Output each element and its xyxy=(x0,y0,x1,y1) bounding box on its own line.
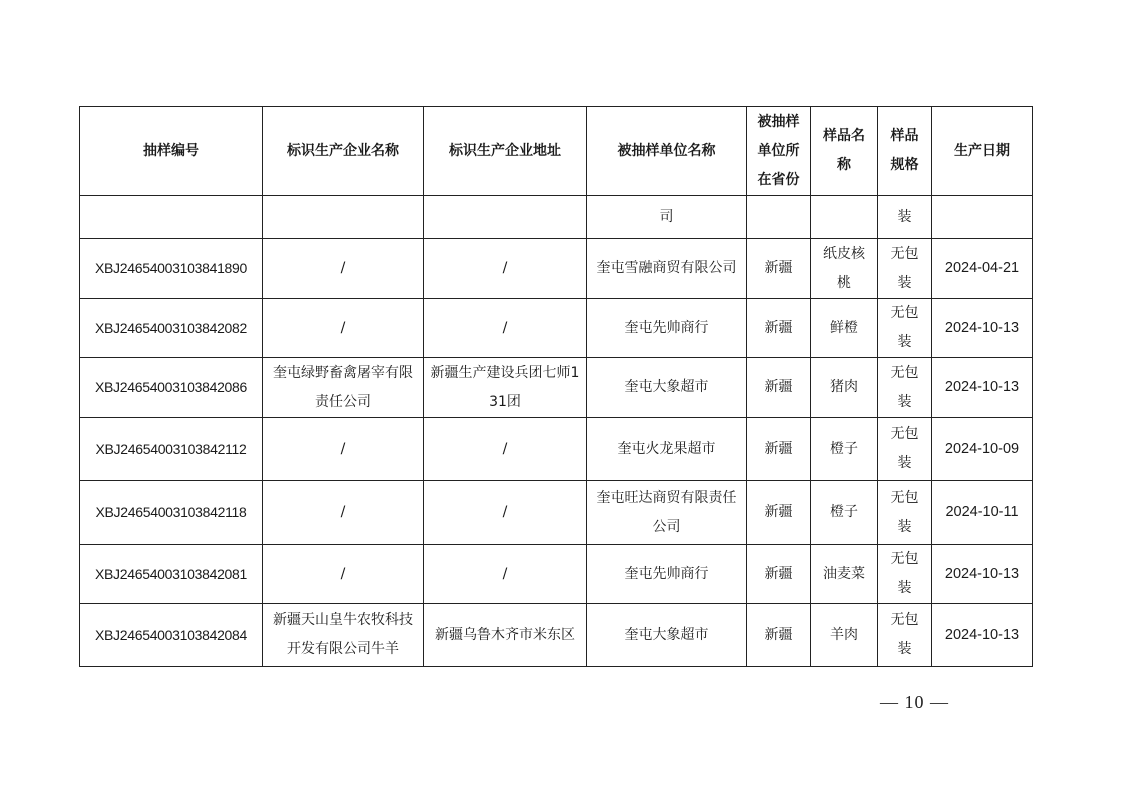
header-province: 被抽样单位所在省份 xyxy=(747,107,811,196)
cell-sample-name: 猪肉 xyxy=(811,358,878,418)
cell-manufacturer-address: / xyxy=(424,481,587,545)
cell-production-date: 2024-10-13 xyxy=(932,299,1033,358)
cell-production-date: 2024-10-13 xyxy=(932,545,1033,604)
cell-sample-name: 橙子 xyxy=(811,481,878,545)
cell-sample-id: XBJ24654003103842112 xyxy=(80,418,263,481)
cell-sampled-unit: 奎屯先帅商行 xyxy=(587,299,747,358)
cell-sample-id: XBJ24654003103842081 xyxy=(80,545,263,604)
cell-sampled-unit: 奎屯大象超市 xyxy=(587,358,747,418)
header-sample-name: 样品名称 xyxy=(811,107,878,196)
cell-sample-id: XBJ24654003103842118 xyxy=(80,481,263,545)
cell-manufacturer-name: 奎屯绿野畜禽屠宰有限责任公司 xyxy=(263,358,424,418)
table-row xyxy=(80,418,1033,481)
cell-sample-spec: 无包装 xyxy=(878,481,932,545)
cell-sampled-unit: 司 xyxy=(587,196,747,239)
cell-province: 新疆 xyxy=(747,545,811,604)
cell-manufacturer-name: / xyxy=(263,239,424,299)
cell-sampled-unit: 奎屯旺达商贸有限责任公司 xyxy=(587,481,747,545)
cell-manufacturer-address xyxy=(424,196,587,239)
cell-manufacturer-address: / xyxy=(424,299,587,358)
cell-sample-name: 纸皮核桃 xyxy=(811,239,878,299)
cell-manufacturer-name: / xyxy=(263,418,424,481)
cell-province: 新疆 xyxy=(747,239,811,299)
header-sample-id: 抽样编号 xyxy=(80,107,263,196)
cell-sample-name: 油麦菜 xyxy=(811,545,878,604)
cell-sample-spec: 无包装 xyxy=(878,545,932,604)
cell-sample-id: XBJ24654003103842086 xyxy=(80,358,263,418)
cell-manufacturer-address: 新疆乌鲁木齐市米东区 xyxy=(424,604,587,667)
sampling-table xyxy=(79,106,1033,667)
cell-manufacturer-address: / xyxy=(424,545,587,604)
cell-production-date: 2024-10-11 xyxy=(932,481,1033,545)
cell-manufacturer-address: / xyxy=(424,239,587,299)
cell-province: 新疆 xyxy=(747,418,811,481)
table-row xyxy=(80,545,1033,604)
cell-province: 新疆 xyxy=(747,358,811,418)
cell-manufacturer-name: / xyxy=(263,545,424,604)
cell-sampled-unit: 奎屯大象超市 xyxy=(587,604,747,667)
header-manufacturer-address: 标识生产企业地址 xyxy=(424,107,587,196)
cell-sampled-unit: 奎屯火龙果超市 xyxy=(587,418,747,481)
cell-province: 新疆 xyxy=(747,481,811,545)
table-row xyxy=(80,196,1033,239)
cell-sample-id: XBJ24654003103842084 xyxy=(80,604,263,667)
header-sample-spec: 样品规格 xyxy=(878,107,932,196)
table-header-row xyxy=(80,107,1033,196)
header-sampled-unit: 被抽样单位名称 xyxy=(587,107,747,196)
cell-production-date: 2024-10-13 xyxy=(932,358,1033,418)
cell-manufacturer-name: / xyxy=(263,299,424,358)
cell-sample-id: XBJ24654003103841890 xyxy=(80,239,263,299)
cell-sample-name: 橙子 xyxy=(811,418,878,481)
cell-sample-name: 羊肉 xyxy=(811,604,878,667)
cell-production-date: 2024-10-09 xyxy=(932,418,1033,481)
cell-production-date: 2024-10-13 xyxy=(932,604,1033,667)
table-row xyxy=(80,299,1033,358)
cell-province: 新疆 xyxy=(747,299,811,358)
cell-manufacturer-address: / xyxy=(424,418,587,481)
cell-sample-spec: 无包装 xyxy=(878,239,932,299)
cell-province xyxy=(747,196,811,239)
cell-manufacturer-name: 新疆天山皇牛农牧科技开发有限公司牛羊 xyxy=(263,604,424,667)
table-row xyxy=(80,358,1033,418)
cell-manufacturer-address: 新疆生产建设兵团七师131团 xyxy=(424,358,587,418)
header-manufacturer-name: 标识生产企业名称 xyxy=(263,107,424,196)
cell-sample-id: XBJ24654003103842082 xyxy=(80,299,263,358)
cell-production-date: 2024-04-21 xyxy=(932,239,1033,299)
cell-sample-id xyxy=(80,196,263,239)
cell-manufacturer-name: / xyxy=(263,481,424,545)
page-number: — 10 — xyxy=(880,692,949,712)
cell-sample-spec: 无包装 xyxy=(878,418,932,481)
cell-production-date xyxy=(932,196,1033,239)
cell-sample-spec: 装 xyxy=(878,196,932,239)
table-row xyxy=(80,604,1033,667)
table-row xyxy=(80,239,1033,299)
cell-province: 新疆 xyxy=(747,604,811,667)
table-row xyxy=(80,481,1033,545)
header-production-date: 生产日期 xyxy=(932,107,1033,196)
cell-manufacturer-name xyxy=(263,196,424,239)
cell-sampled-unit: 奎屯先帅商行 xyxy=(587,545,747,604)
cell-sample-name xyxy=(811,196,878,239)
cell-sample-spec: 无包装 xyxy=(878,299,932,358)
cell-sample-name: 鲜橙 xyxy=(811,299,878,358)
cell-sample-spec: 无包装 xyxy=(878,358,932,418)
cell-sampled-unit: 奎屯雪融商贸有限公司 xyxy=(587,239,747,299)
cell-sample-spec: 无包装 xyxy=(878,604,932,667)
